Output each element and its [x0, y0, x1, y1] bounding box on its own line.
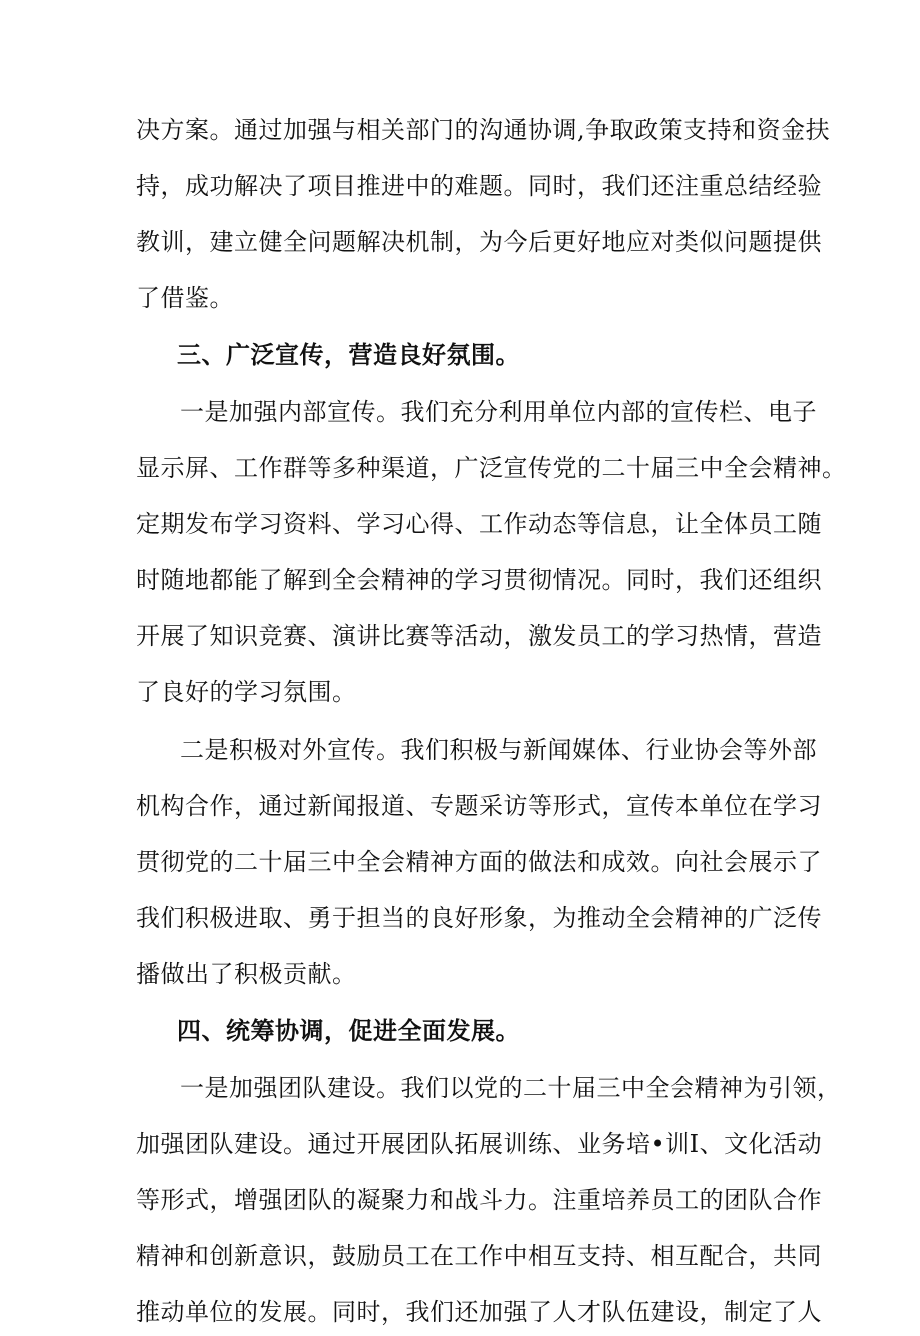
body-line: 推动单位的发展。同时，我们还加强了人才队伍建设，制定了人 [136, 1298, 822, 1326]
body-line: 了借鉴。 [136, 284, 234, 312]
body-line: 播做出了积极贡献。 [136, 960, 357, 988]
body-line: 机构合作，通过新闻报道、专题采访等形式，宣传本单位在学习 [136, 792, 822, 820]
body-line: 开展了知识竞赛、演讲比赛等活动，激发员工的学习热情，营造 [136, 622, 822, 650]
body-line: 加强团队建设。通过开展团队拓展训练、业务培•训I、文化活动 [136, 1130, 823, 1158]
section-heading-3: 三、广泛宣传，营造良好氛围。 [177, 341, 520, 369]
body-line: 一是加强内部宣传。我们充分利用单位内部的宣传栏、电子 [180, 398, 817, 426]
body-line: 我们积极进取、勇于担当的良好形象，为推动全会精神的广泛传 [136, 904, 822, 932]
body-line: 时随地都能了解到全会精神的学习贯彻情况。同时，我们还组织 [136, 566, 822, 594]
body-line: 持，成功解决了项目推进中的难题。同时，我们还注重总结经验 [136, 172, 822, 200]
section-heading-4: 四、统筹协调，促进全面发展。 [177, 1017, 520, 1045]
body-line: 贯彻党的二十届三中全会精神方面的做法和成效。向社会展示了 [136, 848, 822, 876]
body-line: 精神和创新意识，鼓励员工在工作中相互支持、相互配合，共同 [136, 1242, 822, 1270]
body-line: 了良好的学习氛围。 [136, 678, 357, 706]
body-line: 显示屏、工作群等多种渠道，广泛宣传党的二十届三中全会精神。 [136, 454, 847, 482]
body-line: 教训，建立健全问题解决机制，为今后更好地应对类似问题提供 [136, 228, 822, 256]
body-line: 二是积极对外宣传。我们积极与新闻媒体、行业协会等外部 [180, 736, 817, 764]
body-line: 决方案。通过加强与相关部门的沟通协调,争取政策支持和资金扶 [136, 116, 831, 144]
body-line: 等形式，增强团队的凝聚力和战斗力。注重培养员工的团队合作 [136, 1186, 822, 1214]
body-line: 一是加强团队建设。我们以党的二十届三中全会精神为引领， [180, 1074, 842, 1102]
body-line: 定期发布学习资料、学习心得、工作动态等信息，让全体员工随 [136, 510, 822, 538]
